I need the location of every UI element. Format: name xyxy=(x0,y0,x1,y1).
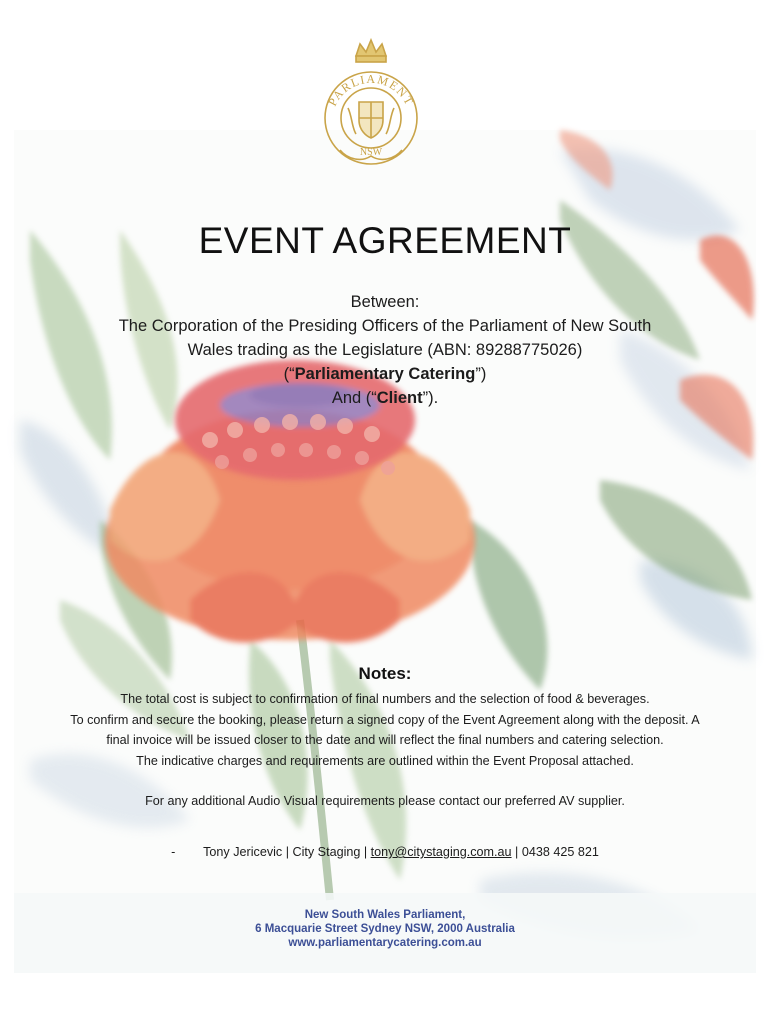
notes-heading: Notes: xyxy=(358,664,412,683)
alias-name-client: Client xyxy=(376,389,423,407)
party-1-line-1: The Corporation of the Presiding Officers of the Parliament of New South xyxy=(118,317,652,335)
footer-address xyxy=(0,908,770,950)
note-indicative-charges: The indicative charges and requirements are outlined within the Event Proposal attached. xyxy=(136,753,634,768)
contact-phone: | 0438 425 821 xyxy=(515,845,599,859)
svg-text:NSW: NSW xyxy=(359,147,383,158)
between-label: Between: xyxy=(350,293,420,311)
svg-text:PARLIAMENT: PARLIAMENT xyxy=(325,71,417,109)
footer-line-parliament: New South Wales Parliament, xyxy=(304,909,466,921)
note-total-cost: The total cost is subject to confirmation of final numbers and the selection of food & beverages. xyxy=(120,692,650,706)
alias-close: ”) xyxy=(475,365,487,383)
footer-line-street: 6 Macquarie Street Sydney NSW, 2000 Australia xyxy=(255,923,515,935)
party-1-alias xyxy=(60,362,710,386)
contact-name-company: Tony Jericevic | City Staging | xyxy=(203,845,368,859)
alias-open: (“ xyxy=(283,365,295,383)
agreement-parties xyxy=(60,290,710,410)
and-open: And (“ xyxy=(331,389,377,407)
bullet-dash: - xyxy=(171,845,176,859)
alias-name-parliamentary-catering: Parliamentary Catering xyxy=(294,365,476,383)
page-title: EVENT AGREEMENT xyxy=(198,220,572,261)
contact-email-link[interactable]: tony@citystaging.com.au xyxy=(370,845,512,859)
notes-body xyxy=(66,689,704,812)
parliament-nsw-crest-icon xyxy=(318,38,424,168)
footer-website-link[interactable]: www.parliamentarycatering.com.au xyxy=(288,937,482,949)
note-confirm-booking: To confirm and secure the booking, please return a signed copy of the Event Agreement along with the deposit. A final invoice will be issued closer to the date and will reflect the final numbers and catering selection. xyxy=(70,712,700,747)
av-supplier-contact xyxy=(0,845,770,859)
party-1-line-2: Wales trading as the Legislature (ABN: 89288775026) xyxy=(187,341,583,359)
and-close: ”). xyxy=(422,389,439,407)
party-2-alias xyxy=(60,386,710,410)
note-audio-visual: For any additional Audio Visual requirements please contact our preferred AV supplier. xyxy=(145,794,625,808)
